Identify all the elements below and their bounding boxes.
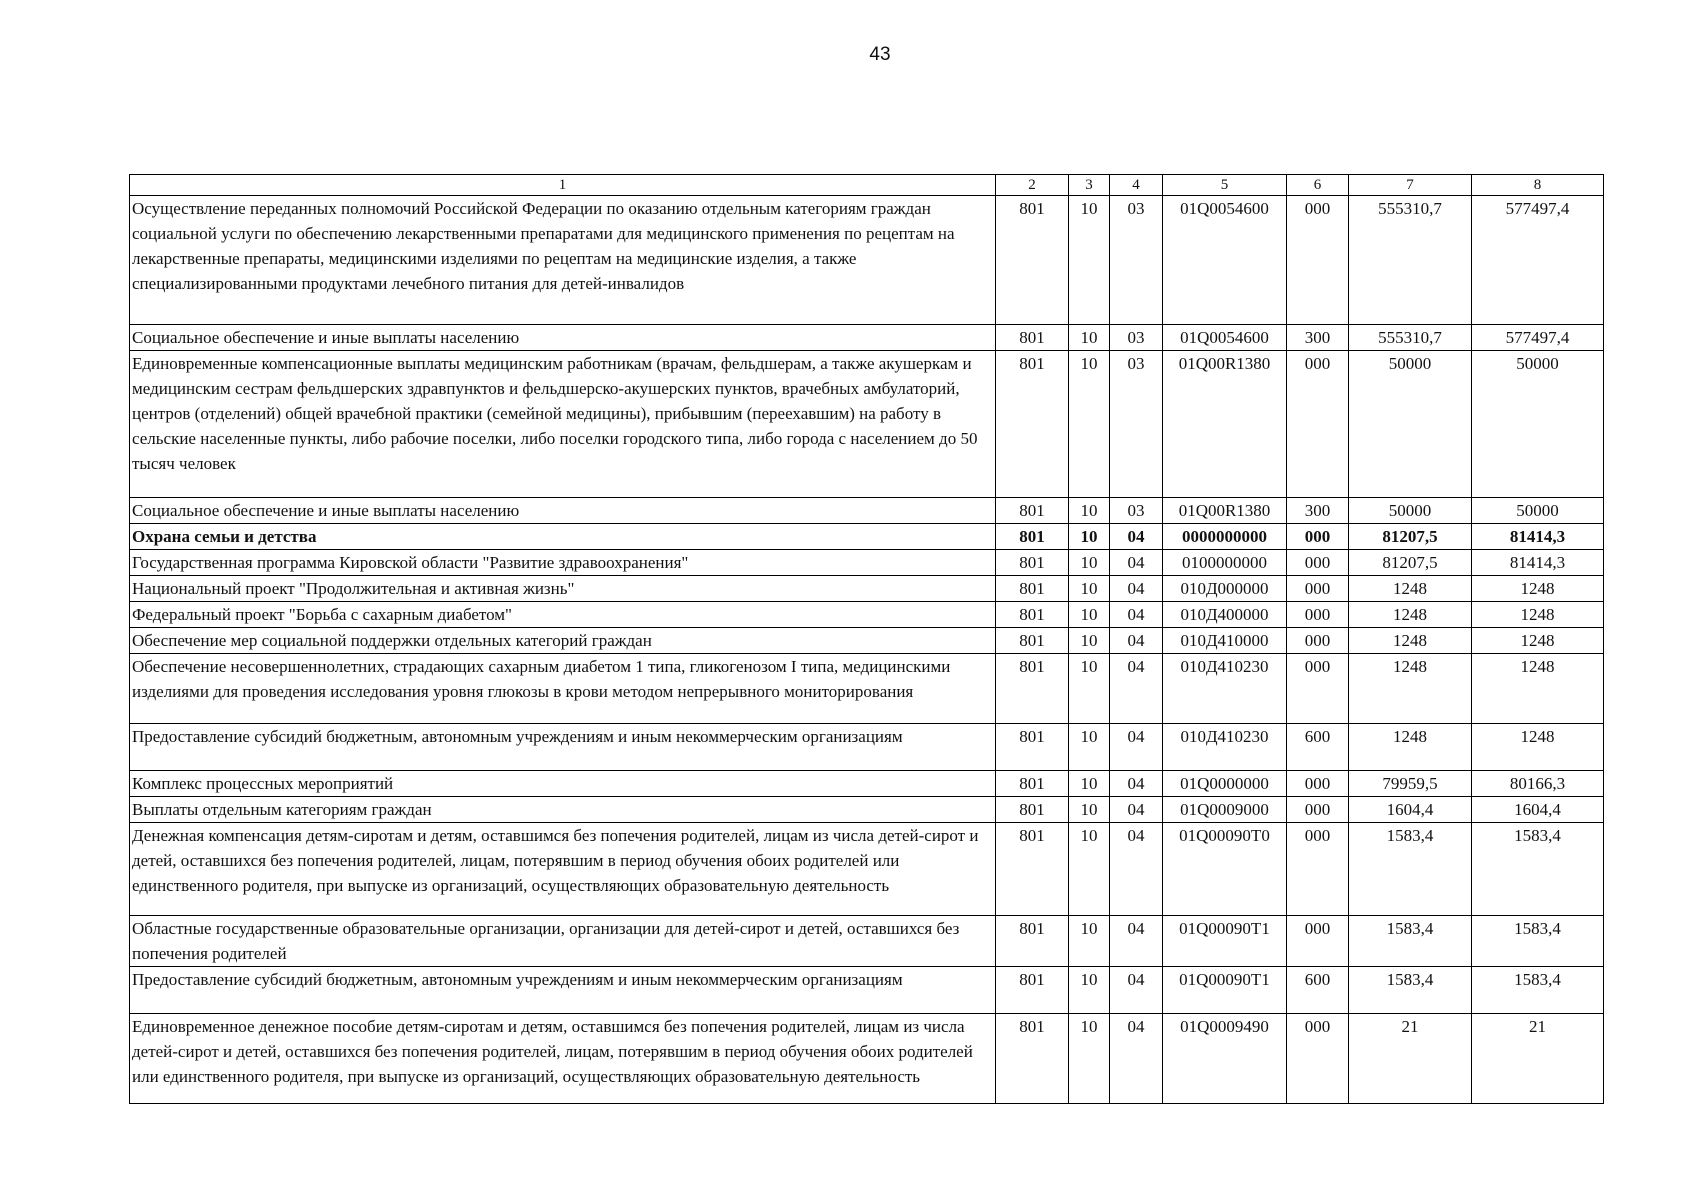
section-code-cell: 10 (1069, 967, 1110, 1014)
amount-year1-cell: 21 (1349, 1014, 1472, 1104)
section-code-cell: 10 (1069, 196, 1110, 325)
amount-year2-cell: 1583,4 (1472, 916, 1604, 967)
amount-year2-cell: 50000 (1472, 498, 1604, 524)
target-article-cell: 01Q0009000 (1163, 797, 1287, 823)
amount-year2-cell: 1248 (1472, 602, 1604, 628)
amount-year2-cell: 1604,4 (1472, 797, 1604, 823)
amount-year1-cell: 1248 (1349, 724, 1472, 771)
amount-year2-cell: 1583,4 (1472, 823, 1604, 916)
subsection-code-cell: 04 (1110, 1014, 1163, 1104)
expense-type-cell: 000 (1287, 1014, 1349, 1104)
table-row (130, 654, 1604, 724)
target-article-cell: 010Д000000 (1163, 576, 1287, 602)
row-name-cell: Обеспечение мер социальной поддержки отдельных категорий граждан (130, 628, 996, 654)
table-row (130, 602, 1604, 628)
expense-type-cell: 300 (1287, 325, 1349, 351)
table-row (130, 916, 1604, 967)
target-article-cell: 01Q00R1380 (1163, 351, 1287, 498)
table-row (130, 771, 1604, 797)
row-name-cell: Предоставление субсидий бюджетным, автономным учреждениям и иным некоммерческим организациям (130, 724, 996, 771)
section-code-cell: 10 (1069, 325, 1110, 351)
table-row (130, 967, 1604, 1014)
grbs-code-cell: 801 (996, 916, 1069, 967)
grbs-code-cell: 801 (996, 654, 1069, 724)
target-article-cell: 0000000000 (1163, 524, 1287, 550)
subsection-code-cell: 04 (1110, 654, 1163, 724)
amount-year2-cell: 81414,3 (1472, 550, 1604, 576)
target-article-cell: 01Q00090T1 (1163, 916, 1287, 967)
amount-year1-cell: 1583,4 (1349, 967, 1472, 1014)
subsection-code-cell: 04 (1110, 916, 1163, 967)
row-name-cell: Федеральный проект "Борьба с сахарным диабетом" (130, 602, 996, 628)
grbs-code-cell: 801 (996, 967, 1069, 1014)
section-code-cell: 10 (1069, 916, 1110, 967)
page-number: 43 (869, 44, 891, 65)
row-name-cell: Комплекс процессных мероприятий (130, 771, 996, 797)
target-article-cell: 0100000000 (1163, 550, 1287, 576)
amount-year1-cell: 79959,5 (1349, 771, 1472, 797)
row-name-cell: Обеспечение несовершеннолетних, страдающих сахарным диабетом 1 типа, гликогенозом I типа, медицинскими изделиями для проведения исследования уровня глюкозы в крови методом непрерывного мониторирования (130, 654, 996, 724)
amount-year1-cell: 50000 (1349, 498, 1472, 524)
column-header: 4 (1110, 175, 1163, 196)
amount-year2-cell: 50000 (1472, 351, 1604, 498)
section-code-cell: 10 (1069, 351, 1110, 498)
table-row (130, 550, 1604, 576)
amount-year2-cell: 577497,4 (1472, 325, 1604, 351)
amount-year2-cell: 81414,3 (1472, 524, 1604, 550)
row-name-cell: Выплаты отдельным категориям граждан (130, 797, 996, 823)
section-code-cell: 10 (1069, 654, 1110, 724)
subsection-code-cell: 04 (1110, 628, 1163, 654)
expense-type-cell: 000 (1287, 196, 1349, 325)
amount-year2-cell: 1248 (1472, 628, 1604, 654)
expense-type-cell: 000 (1287, 823, 1349, 916)
expense-type-cell: 000 (1287, 550, 1349, 576)
section-code-cell: 10 (1069, 524, 1110, 550)
grbs-code-cell: 801 (996, 771, 1069, 797)
grbs-code-cell: 801 (996, 524, 1069, 550)
target-article-cell: 010Д410000 (1163, 628, 1287, 654)
section-code-cell: 10 (1069, 1014, 1110, 1104)
section-code-cell: 10 (1069, 576, 1110, 602)
target-article-cell: 01Q0000000 (1163, 771, 1287, 797)
row-name-cell: Денежная компенсация детям-сиротам и детям, оставшимся без попечения родителей, лицам из числа детей-сирот и детей, оставшихся без попечения родителей, лицам, потерявшим в период обучения обоих родителей или единственного родителя, при выпуске из организаций, осуществляющих образовательную деятельность (130, 823, 996, 916)
expense-type-cell: 000 (1287, 576, 1349, 602)
table-header-row (130, 175, 1604, 196)
subsection-code-cell: 04 (1110, 771, 1163, 797)
row-name-cell: Национальный проект "Продолжительная и активная жизнь" (130, 576, 996, 602)
amount-year1-cell: 555310,7 (1349, 325, 1472, 351)
row-name-cell: Единовременные компенсационные выплаты медицинским работникам (врачам, фельдшерам, а также акушеркам и медицинским сестрам фельдшерских здравпунктов и фельдшерско-акушерских пунктов, врачебных амбулаторий, центров (отделений) общей врачебной практики (семейной медицины), прибывшим (переехавшим) на работу в сельские населенные пункты, либо рабочие поселки, либо поселки городского типа, либо города с населением до 50 тысяч человек (130, 351, 996, 498)
target-article-cell: 01Q00090T1 (1163, 967, 1287, 1014)
grbs-code-cell: 801 (996, 196, 1069, 325)
amount-year2-cell: 1248 (1472, 654, 1604, 724)
target-article-cell: 010Д400000 (1163, 602, 1287, 628)
amount-year1-cell: 1248 (1349, 628, 1472, 654)
amount-year1-cell: 1248 (1349, 602, 1472, 628)
grbs-code-cell: 801 (996, 797, 1069, 823)
amount-year2-cell: 21 (1472, 1014, 1604, 1104)
subsection-code-cell: 03 (1110, 498, 1163, 524)
column-header: 2 (996, 175, 1069, 196)
column-header: 3 (1069, 175, 1110, 196)
subsection-code-cell: 04 (1110, 724, 1163, 771)
subsection-code-cell: 04 (1110, 967, 1163, 1014)
amount-year1-cell: 81207,5 (1349, 550, 1472, 576)
budget-table (129, 174, 1604, 1104)
row-name-cell: Осуществление переданных полномочий Российской Федерации по оказанию отдельным категориям граждан социальной услуги по обеспечению лекарственными препаратами для медицинского применения по рецептам на лекарственные препараты, медицинскими изделиями по рецептам на медицинские изделия, а также специализированными продуктами лечебного питания для детей-инвалидов (130, 196, 996, 325)
target-article-cell: 01Q0009490 (1163, 1014, 1287, 1104)
amount-year1-cell: 81207,5 (1349, 524, 1472, 550)
subsection-code-cell: 03 (1110, 325, 1163, 351)
table-row (130, 797, 1604, 823)
subsection-code-cell: 04 (1110, 823, 1163, 916)
column-header: 6 (1287, 175, 1349, 196)
target-article-cell: 01Q0054600 (1163, 196, 1287, 325)
table-row (130, 351, 1604, 498)
grbs-code-cell: 801 (996, 628, 1069, 654)
target-article-cell: 010Д410230 (1163, 654, 1287, 724)
grbs-code-cell: 801 (996, 351, 1069, 498)
table-row (130, 524, 1604, 550)
amount-year2-cell: 1248 (1472, 724, 1604, 771)
grbs-code-cell: 801 (996, 823, 1069, 916)
amount-year2-cell: 80166,3 (1472, 771, 1604, 797)
target-article-cell: 01Q0054600 (1163, 325, 1287, 351)
grbs-code-cell: 801 (996, 724, 1069, 771)
expense-type-cell: 000 (1287, 602, 1349, 628)
expense-type-cell: 600 (1287, 724, 1349, 771)
section-code-cell: 10 (1069, 724, 1110, 771)
table-row (130, 576, 1604, 602)
subsection-code-cell: 04 (1110, 524, 1163, 550)
amount-year2-cell: 577497,4 (1472, 196, 1604, 325)
amount-year2-cell: 1248 (1472, 576, 1604, 602)
subsection-code-cell: 04 (1110, 550, 1163, 576)
row-name-cell: Социальное обеспечение и иные выплаты населению (130, 498, 996, 524)
expense-type-cell: 600 (1287, 967, 1349, 1014)
grbs-code-cell: 801 (996, 550, 1069, 576)
row-name-cell: Предоставление субсидий бюджетным, автономным учреждениям и иным некоммерческим организациям (130, 967, 996, 1014)
expense-type-cell: 000 (1287, 654, 1349, 724)
table-row (130, 628, 1604, 654)
expense-type-cell: 000 (1287, 916, 1349, 967)
section-code-cell: 10 (1069, 602, 1110, 628)
table-row (130, 1014, 1604, 1104)
expense-type-cell: 000 (1287, 771, 1349, 797)
row-name-cell: Социальное обеспечение и иные выплаты населению (130, 325, 996, 351)
expense-type-cell: 000 (1287, 628, 1349, 654)
section-code-cell: 10 (1069, 498, 1110, 524)
expense-type-cell: 000 (1287, 797, 1349, 823)
amount-year1-cell: 1583,4 (1349, 916, 1472, 967)
section-code-cell: 10 (1069, 771, 1110, 797)
expense-type-cell: 000 (1287, 524, 1349, 550)
subsection-code-cell: 04 (1110, 797, 1163, 823)
table-row (130, 498, 1604, 524)
table-row (130, 196, 1604, 325)
column-header: 8 (1472, 175, 1604, 196)
target-article-cell: 01Q00R1380 (1163, 498, 1287, 524)
subsection-code-cell: 03 (1110, 196, 1163, 325)
section-code-cell: 10 (1069, 628, 1110, 654)
grbs-code-cell: 801 (996, 576, 1069, 602)
column-header: 7 (1349, 175, 1472, 196)
section-code-cell: 10 (1069, 550, 1110, 576)
table-row (130, 823, 1604, 916)
subsection-code-cell: 03 (1110, 351, 1163, 498)
amount-year1-cell: 1248 (1349, 576, 1472, 602)
expense-type-cell: 300 (1287, 498, 1349, 524)
amount-year1-cell: 1248 (1349, 654, 1472, 724)
section-code-cell: 10 (1069, 797, 1110, 823)
section-code-cell: 10 (1069, 823, 1110, 916)
table-row (130, 325, 1604, 351)
grbs-code-cell: 801 (996, 498, 1069, 524)
table-row (130, 724, 1604, 771)
expense-type-cell: 000 (1287, 351, 1349, 498)
amount-year2-cell: 1583,4 (1472, 967, 1604, 1014)
amount-year1-cell: 50000 (1349, 351, 1472, 498)
grbs-code-cell: 801 (996, 602, 1069, 628)
row-name-cell: Государственная программа Кировской области "Развитие здравоохранения" (130, 550, 996, 576)
subsection-code-cell: 04 (1110, 602, 1163, 628)
grbs-code-cell: 801 (996, 325, 1069, 351)
subsection-code-cell: 04 (1110, 576, 1163, 602)
amount-year1-cell: 1583,4 (1349, 823, 1472, 916)
row-name-cell: Единовременное денежное пособие детям-сиротам и детям, оставшимся без попечения родителей, лицам из числа детей-сирот и детей, оставшихся без попечения родителей, лицам, потерявшим в период обучения обоих родителей или единственного родителя, при выпуске из организаций, осуществляющих образовательную деятельность (130, 1014, 996, 1104)
target-article-cell: 01Q00090T0 (1163, 823, 1287, 916)
target-article-cell: 010Д410230 (1163, 724, 1287, 771)
amount-year1-cell: 555310,7 (1349, 196, 1472, 325)
grbs-code-cell: 801 (996, 1014, 1069, 1104)
row-name-cell: Областные государственные образовательные организации, организации для детей-сирот и детей, оставшихся без попечения родителей (130, 916, 996, 967)
column-header: 1 (130, 175, 996, 196)
column-header: 5 (1163, 175, 1287, 196)
row-name-cell: Охрана семьи и детства (130, 524, 996, 550)
amount-year1-cell: 1604,4 (1349, 797, 1472, 823)
